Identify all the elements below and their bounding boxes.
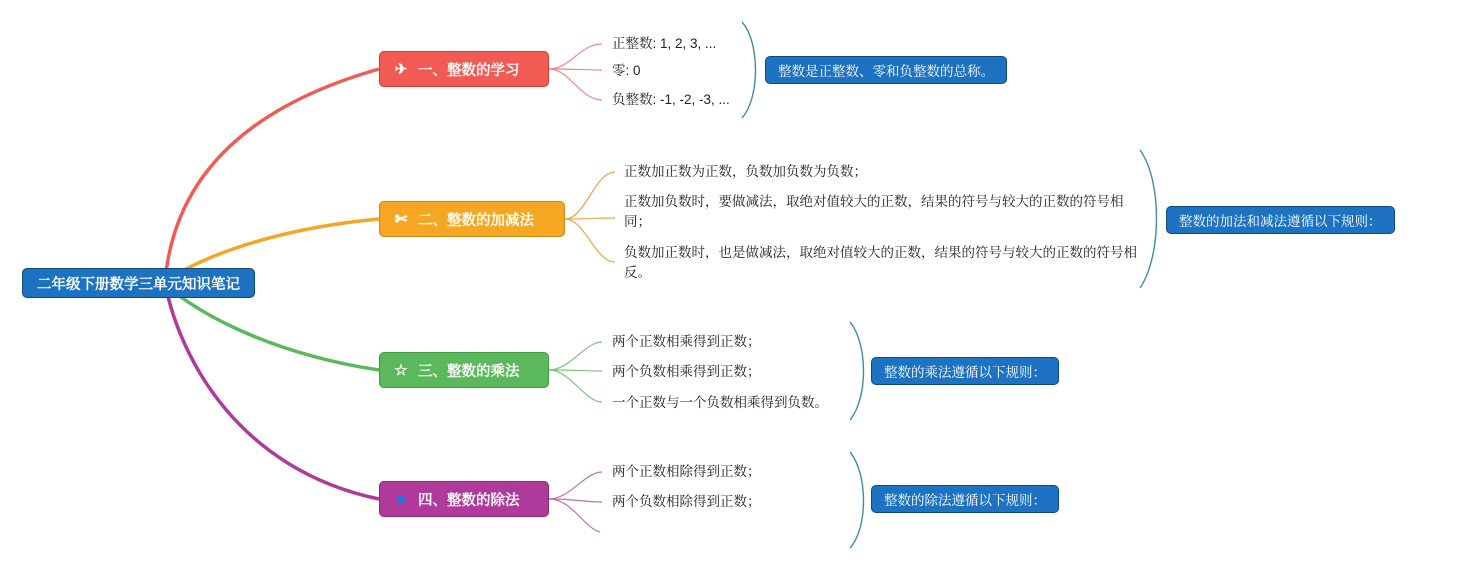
branch-node-1[interactable] [379, 51, 549, 87]
paper-plane-icon: ✈ [394, 60, 408, 78]
branch-node-2[interactable] [379, 201, 565, 237]
branch-node-3[interactable] [379, 352, 549, 388]
blue-square-icon: ■ [396, 490, 406, 508]
scissors-icon: ✄ [394, 210, 408, 228]
leaf-item: 零: 0 [612, 63, 641, 78]
leaf-item: 正数加正数为正数，负数加负数为负数； [624, 164, 867, 179]
callout-note-3[interactable]: 整数的乘法遵循以下规则： [871, 357, 1059, 385]
callout-note-4[interactable]: 整数的除法遵循以下规则： [871, 485, 1059, 513]
leaf-item: 负整数: -1, -2, -3, ... [612, 92, 730, 107]
root-node[interactable] [22, 268, 255, 298]
branch-node-1-label: 一、整数的学习 [418, 62, 520, 79]
leaf-item: 两个正数相除得到正数； [612, 464, 761, 479]
leaf-item: 正整数: 1, 2, 3, ... [612, 36, 717, 51]
branch-node-3-label: 三、整数的乘法 [418, 363, 520, 380]
branch-node-4-label: 四、整数的除法 [418, 492, 520, 509]
leaf-item: 两个负数相除得到正数； [612, 494, 761, 509]
star-icon: ☆ [394, 361, 408, 379]
callout-note-1[interactable]: 整数是正整数、零和负整数的总称。 [765, 56, 1007, 84]
root-node-label: 二年级下册数学三单元知识笔记 [37, 276, 240, 293]
leaf-item: 正数加负数时，要做减法，取绝对值较大的正数，结果的符号与较大的正数的符号相同； [624, 194, 1124, 230]
leaf-item: 负数加正数时，也是做减法，取绝对值较大的正数，结果的符号与较大的正数的符号相反。 [624, 245, 1137, 281]
branch-node-2-label: 二、整数的加减法 [418, 212, 534, 229]
callout-note-2[interactable]: 整数的加法和减法遵循以下规则： [1166, 206, 1395, 234]
leaf-item: 两个负数相乘得到正数； [612, 364, 761, 379]
branch-node-4[interactable] [379, 481, 549, 517]
leaf-item: 两个正数相乘得到正数； [612, 334, 761, 349]
leaf-item: 一个正数与一个负数相乘得到负数。 [612, 395, 828, 410]
